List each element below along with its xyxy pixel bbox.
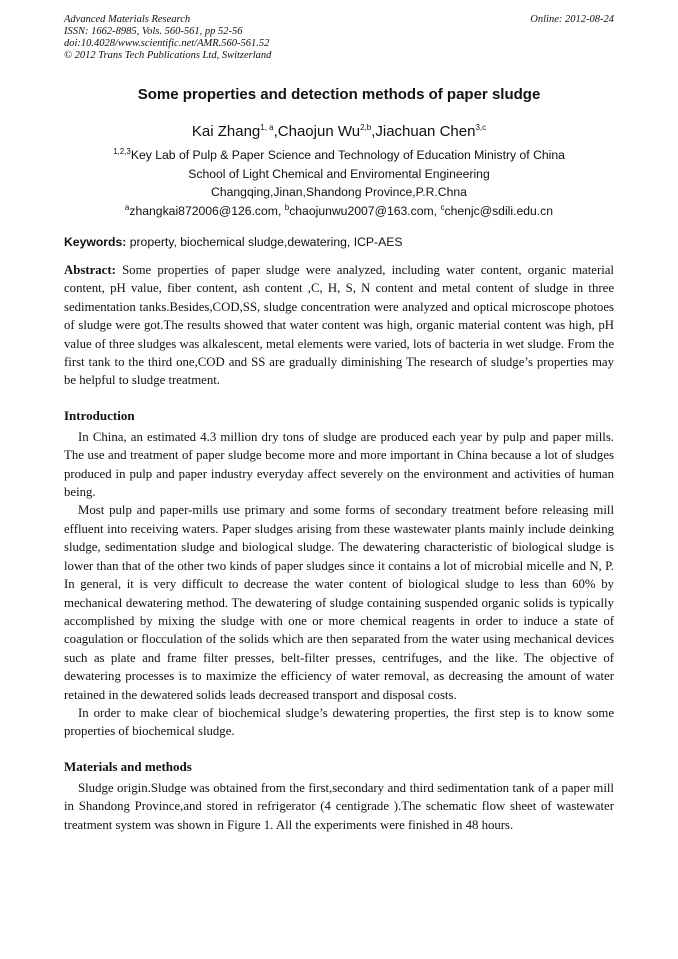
email-c-sup: c <box>440 202 445 212</box>
copyright-line: © 2012 Trans Tech Publications Ltd, Switzerland <box>64 50 272 61</box>
keywords-text: property, biochemical sludge,dewatering, ICP-AES <box>126 235 403 249</box>
author-2-sup: 2,b <box>360 123 372 132</box>
email-c[interactable]: chenjc@sdili.edu.cn <box>444 203 554 218</box>
email-separator: , <box>277 203 285 218</box>
affiliation-block <box>64 146 614 220</box>
doi-line: doi:10.4028/www.scientific.net/AMR.560-561.52 <box>64 38 270 49</box>
affiliation-line-2: School of Light Chemical and Enviromental Engineering <box>188 166 490 181</box>
author-separator: , <box>371 123 376 140</box>
author-list <box>64 122 614 142</box>
methods-paragraph-1: Sludge origin.Sludge was obtained from the first,secondary and third sedimentation tank of a paper mill in Shandong Province,and stored in refrigerator (4 centigrade ).The schematic flow sheet of wastewater treatment system was shown in Figure 1. All the experiments were finished in 48 hours. <box>64 780 614 832</box>
keywords-label: Keywords: <box>64 235 127 249</box>
introduction-heading: Introduction <box>64 407 135 423</box>
affiliation-line-3: Changqing,Jinan,Shandong Province,P.R.Chna <box>211 185 467 199</box>
email-line <box>64 202 614 221</box>
intro-paragraph-3: In order to make clear of biochemical sludge’s dewatering properties, the first step is to know some properties of biochemical sludge. <box>64 705 614 739</box>
keywords-line <box>64 233 614 251</box>
abstract-paragraph <box>64 261 614 390</box>
paper-title: Some properties and detection methods of paper sludge <box>137 86 541 103</box>
abstract-label: Abstract: <box>64 263 116 277</box>
author-3-sup: 3,c <box>475 123 487 132</box>
author-1-name: Kai Zhang <box>191 123 261 140</box>
methods-heading: Materials and methods <box>64 758 192 774</box>
email-b-sup: b <box>284 202 290 212</box>
abstract-text: Some properties of paper sludge were analyzed, including water content, organic material content, pH value, fiber content, ash content ,C, H, S, N content and metal content of sludge in three sedimentation tanks.Besides,COD,SS, sludge concentration were analyzed and optical microscope photoes of sludge were got.The results showed that water content was high, organic material content was high, pH value of three sludges was alkalescent, metal elements were varied, lots of bacteria in wet sludge. From the first tank to the third one,COD and SS are gradually diminishing The research of sludge’s properties may be helpful to sludge treatment. <box>64 263 614 388</box>
affiliation-sup: 1,2,3 <box>113 146 131 156</box>
author-2-name: Chaojun Wu <box>277 123 361 140</box>
journal-name: Advanced Materials Research <box>64 14 191 25</box>
issn-line: ISSN: 1662-8985, Vols. 560-561, pp 52-56 <box>64 26 243 37</box>
intro-paragraph-1: In China, an estimated 4.3 million dry tons of sludge are produced each year by pulp and paper mills. The use and treatment of paper sludge become more and more important in China because a lot of sludges produced in pulp and paper industry everyday affect severely on the environment and activities of human being. <box>64 429 614 500</box>
affiliation-line-1 <box>64 146 614 165</box>
online-date: Online: 2012-08-24 <box>530 14 614 25</box>
intro-paragraph-2: Most pulp and paper-mills use primary and some forms of secondary treatment before releasing mill effluent into receiving waters. Paper sludges arising from these wastewater plants mainly include deinking sludge, sedimentation sludge and biological sludge. The dewatering characteristic of biological sludge is lower than that of the other two kinds of paper sludges since it contains a lot of microbial micelle and N, P. In general, it is very difficult to decrease the water content of biological sludge to less than 60% by mechanical dewatering method. The dewatering of sludge containing suspended organic solids is typically accomplished by mixing the sludge with one or more chemical reagents in order to induce a state of coagulation or flocculation of the solids which are then separated from the water using mechanical devices such as plate and frame filter presses, belt-filter presses, centrifuges, and the like. The objective of dewatering processes is to maximize the efficiency of water removal, as decreasing the amount of water retained in the dewatered solids leads decreased transport and disposal costs. <box>64 503 614 702</box>
author-separator: , <box>273 123 278 140</box>
email-b[interactable]: chaojunwu2007@163.com <box>289 203 434 218</box>
email-separator: , <box>433 203 441 218</box>
email-a-sup: a <box>124 202 130 212</box>
email-a[interactable]: zhangkai872006@126.com <box>129 203 278 218</box>
affiliation-text-1: Key Lab of Pulp & Paper Science and Technology of Education Ministry of China <box>130 148 565 162</box>
author-3-name: Jiachuan Chen <box>375 123 476 140</box>
journal-header <box>64 14 614 62</box>
author-1-sup: 1, a <box>260 123 274 132</box>
